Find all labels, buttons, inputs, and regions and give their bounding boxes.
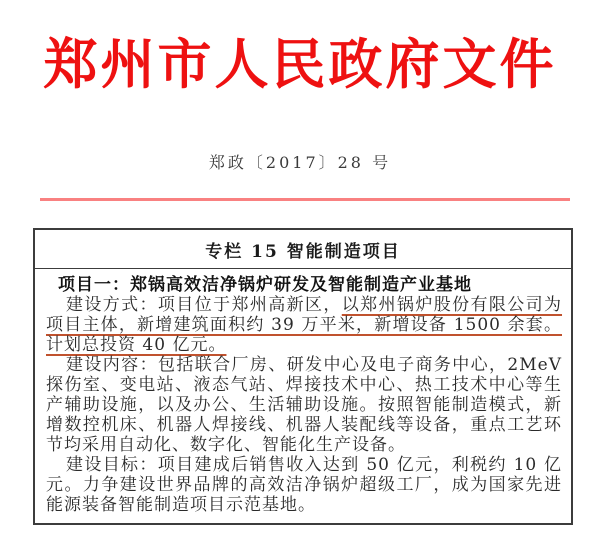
column-box-title: 专栏 15 智能制造项目: [35, 230, 571, 269]
document-number: 郑政〔2017〕28 号: [208, 153, 392, 172]
construction-method-text: 建设方式：项目位于郑州高新区，: [66, 295, 342, 315]
paragraph-construction-goal: 建设目标：项目建成后销售收入达到 50 亿元，利税约 10 亿元。力争建设世界品牌的高效洁净锅炉超级工厂，成为国家先进能源装备智能制造项目示范基地。: [46, 455, 562, 515]
column-box: [33, 228, 573, 525]
paragraph-construction-content: 建设内容：包括联合厂房、研发中心及电子商务中心，2MeV 探伤室、变电站、液态气站、焊接技术中心、热工技术中心等生产辅助设施，以及办公、生活辅助设施。按照智能制造模式，新增数控机床、机器人焊接线、机器人装配线等设备，重点工艺环节均采用自动化、数字化、智能化生产设备。: [46, 355, 562, 455]
document-title: 郑州市人民政府文件: [43, 32, 557, 96]
column-box-body: [35, 269, 571, 523]
construction-method-underlined-text: 以郑州锅炉股份有限公司为项目主体，新增建筑面积约 39 万平米，新增设备 1500 余套。计划总投资 40 亿元。: [46, 295, 563, 355]
paragraph-construction-method: [46, 295, 562, 355]
project-heading: 项目一：郑锅高效洁净锅炉研发及智能制造产业基地: [58, 275, 472, 295]
red-divider-line: [40, 198, 570, 201]
